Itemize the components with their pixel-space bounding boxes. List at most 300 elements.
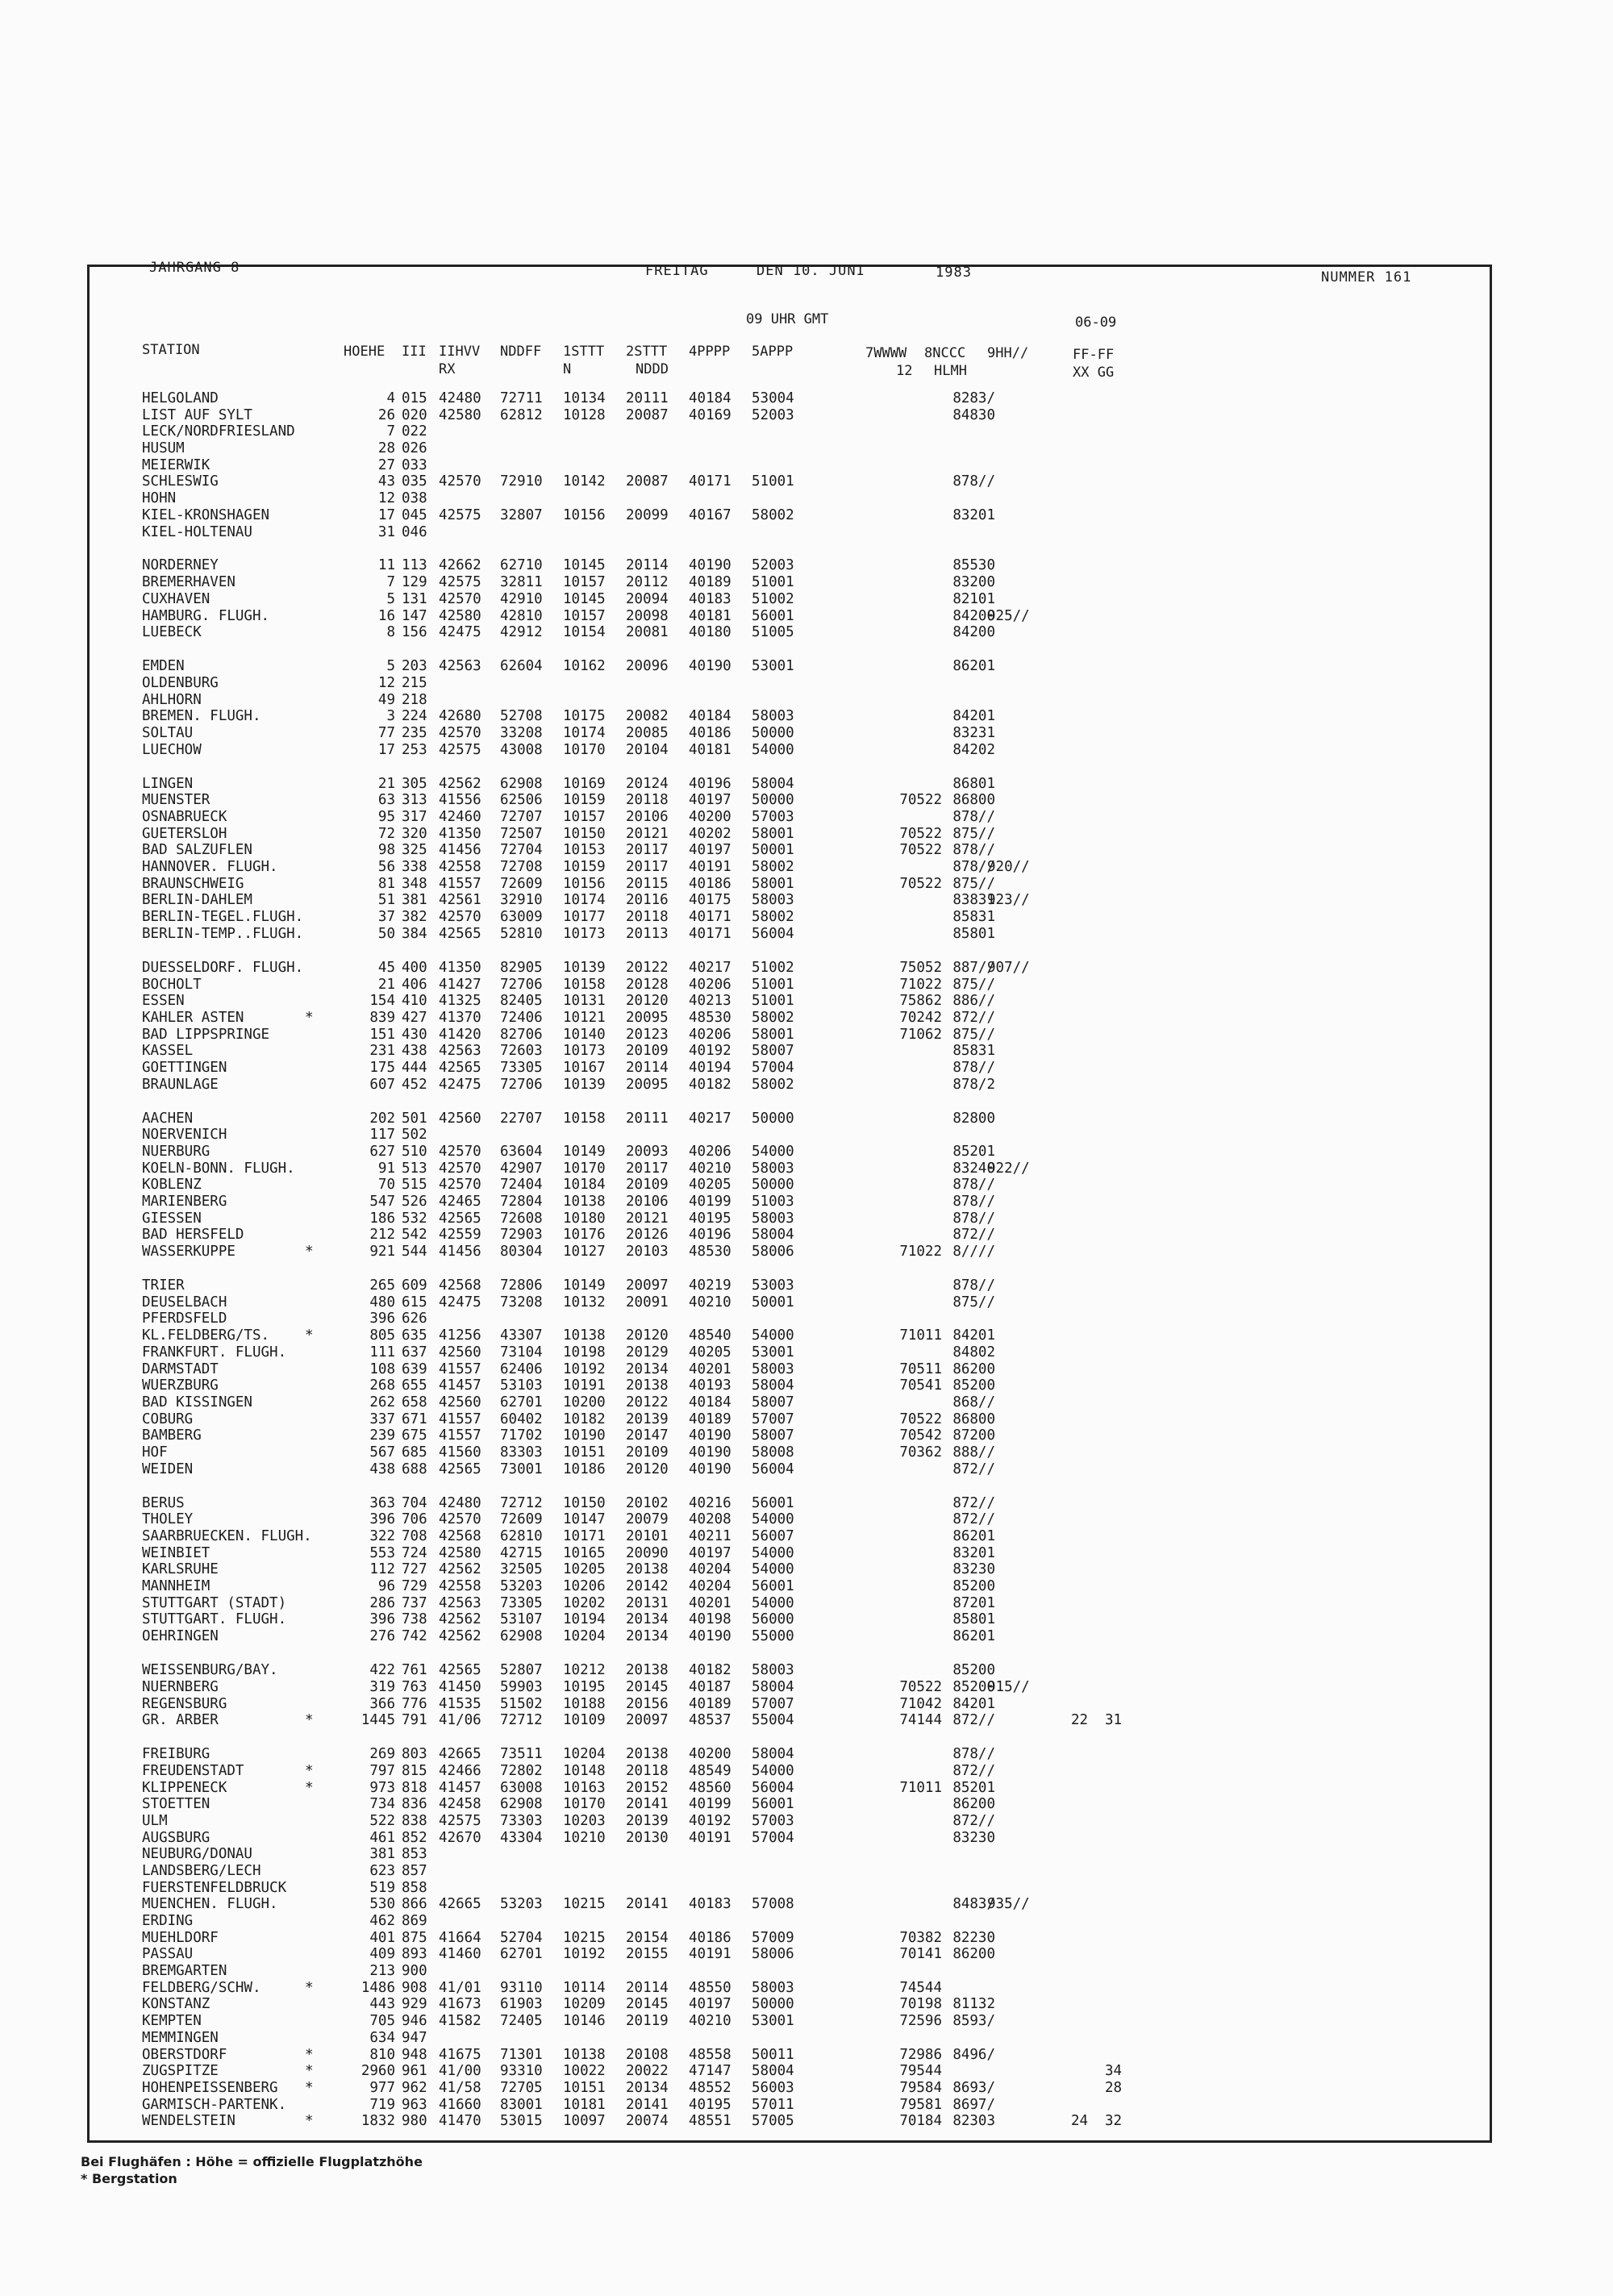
nccc8-value: 886// [952,993,995,1010]
station-heading: STATION [142,342,200,358]
station-row [87,1344,1492,1361]
station-name: LIST AUF SYLT [142,406,252,423]
sttt2-value: 20108 [626,2046,669,2063]
sttt1-value: 10169 [563,775,606,792]
station-height: 921 [369,1244,395,1261]
iihvv-value: 42570 [439,909,481,926]
pppp4-value: 40197 [689,792,731,809]
station-row [87,1194,1492,1211]
pppp4-value: 40182 [689,1662,731,1679]
station-row [87,776,1492,793]
hh9-value: 925// [987,607,1030,624]
station-row [87,1161,1492,1177]
sttt1-value: 10134 [563,390,606,406]
appp5-value: 50001 [752,1294,794,1311]
sttt1-value: 10186 [563,1461,606,1477]
station-height: 175 [369,1059,395,1076]
nccc8-value: 85200 [952,1678,995,1695]
sttt1-value: 10097 [563,2113,606,2130]
sttt2-value: 20074 [626,2113,669,2130]
nddff-value: 71301 [500,2046,543,2063]
iihvv-value: 41456 [439,1244,481,1261]
station-index: 803 [402,1746,427,1763]
station-row [87,1980,1492,1997]
station-index: 501 [402,1110,427,1127]
station-row [87,1244,1492,1261]
station-row [87,1327,1492,1344]
pppp4-value: 40183 [689,1896,731,1913]
station-row [87,608,1492,625]
iihvv-value: 42560 [439,1110,481,1127]
station-row [87,792,1492,809]
wwww7-value: 71042 [899,1695,942,1712]
appp5-value: 56004 [752,1779,794,1796]
sttt2-value: 20114 [626,1059,669,1076]
sttt1-value: 10128 [563,406,606,423]
nddff-value: 42912 [500,624,543,641]
nccc8-value: 872// [952,1762,995,1779]
station-height: 839 [369,1009,395,1026]
sttt2-value: 20115 [626,875,669,892]
nddff-value: 43008 [500,741,543,758]
wwww7-value: 70522 [899,1411,942,1427]
hlmh-heading: HLMH [934,363,967,379]
station-row [87,473,1492,490]
station-row [87,1427,1492,1444]
station-row [87,1144,1492,1161]
nccc8-value: 8693/ [952,2079,995,2096]
sttt1-value: 10138 [563,1194,606,1211]
station-row [87,1913,1492,1930]
sttt1-value: 10212 [563,1662,606,1679]
station-index: 022 [402,423,427,440]
iihvv-value: 41557 [439,1361,481,1377]
sttt1-value: 10174 [563,724,606,741]
station-index: 348 [402,875,427,892]
appp5-value: 54000 [752,1143,794,1160]
wwww7-value: 70522 [899,792,942,809]
wwww7-value: 71022 [899,1244,942,1261]
station-row [87,1746,1492,1763]
iihvv-value: 41456 [439,842,481,859]
iihvv-value: 42560 [439,1394,481,1411]
station-index: 313 [402,792,427,809]
mountain-marker: * [305,1009,314,1026]
appp5-value: 56001 [752,607,794,624]
nddff-value: 32505 [500,1561,543,1578]
sttt2-value: 20103 [626,1244,669,1261]
xxgg-heading: XX GG [1073,365,1115,381]
appp5-value: 51005 [752,624,794,641]
appp5-value: 51003 [752,1194,794,1211]
pppp4-value: 48549 [689,1762,731,1779]
nddff-value: 72608 [500,1210,543,1227]
nddff-value: 80304 [500,1244,543,1261]
station-height: 401 [369,1929,395,1946]
sttt1-value: 10142 [563,473,606,490]
sttt1-value: 10205 [563,1561,606,1578]
pppp4-value: 40190 [689,1444,731,1461]
appp5-value: 58003 [752,1210,794,1227]
sttt1-value: 10191 [563,1377,606,1394]
station-name: GIESSEN [142,1210,202,1227]
weekday: FREITAG [645,263,709,279]
station-index: 400 [402,959,427,976]
nccc8-value: 87201 [952,1594,995,1611]
gg-value: 31 [1105,1712,1123,1729]
sttt1-value: 10162 [563,658,606,675]
sttt2-value: 20134 [626,1361,669,1377]
airport-height-note: Bei Flughäfen : Höhe = offizielle Flugplatzhöhe [81,2154,423,2169]
appp5-value: 54000 [752,741,794,758]
station-height: 49 [377,691,395,708]
iihvv-value: 41660 [439,2096,481,2113]
station-index: 410 [402,993,427,1010]
station-name: GOETTINGEN [142,1059,227,1076]
period-heading: 06-09 [1075,315,1117,331]
iihvv-value: 42575 [439,741,481,758]
station-index: 020 [402,406,427,423]
station-group [87,960,1492,1094]
nddff-value: 72609 [500,1511,543,1528]
sttt1-value: 10121 [563,1009,606,1026]
nccc8-value: 82303 [952,2113,995,2130]
sttt2-value: 20094 [626,590,669,607]
hh9-value: 923// [987,892,1030,909]
station-row [87,507,1492,524]
sttt1-value: 10139 [563,1076,606,1093]
station-height: 111 [369,1344,395,1361]
nccc8-value: 82101 [952,590,995,607]
wwww7-value: 70542 [899,1427,942,1444]
station-height: 37 [377,909,395,926]
station-height: 21 [377,976,395,993]
wwww7-value: 70242 [899,1009,942,1026]
wwww7-value: 70522 [899,1678,942,1695]
appp5-value: 58001 [752,825,794,842]
nddff-value: 83001 [500,2096,543,2113]
appp5-value: 54000 [752,1762,794,1779]
sttt1-value: 10159 [563,792,606,809]
station-name: BAD LIPPSPRINGE [142,1026,270,1043]
station-group [87,1746,1492,2130]
station-name: STUTTGART (STADT) [142,1594,287,1611]
sttt2-value: 20123 [626,1026,669,1043]
station-index: 980 [402,2113,427,2130]
sttt1-value: 10150 [563,825,606,842]
sttt2-value: 20120 [626,1327,669,1344]
nccc8-value: 84200 [952,624,995,641]
nccc8-value: 83831 [952,892,995,909]
nccc8-value: 86800 [952,792,995,809]
sttt2-value: 20117 [626,859,669,876]
sttt2-value: 20119 [626,2013,669,2030]
nccc8-value: 85201 [952,1143,995,1160]
pppp4-value: 40202 [689,825,731,842]
nccc8-value: 8483/ [952,1896,995,1913]
nccc8-value: 86801 [952,775,995,792]
nccc8-value: 83231 [952,724,995,741]
station-height: 4 [386,390,395,406]
pppp4-value: 40169 [689,406,731,423]
sttt2-value: 20154 [626,1929,669,1946]
sttt2-value: 20134 [626,1628,669,1645]
pppp4-value: 40197 [689,1544,731,1561]
sttt1-value: 10200 [563,1394,606,1411]
station-name: PFERDSFELD [142,1311,227,1327]
station-height: 438 [369,1461,395,1477]
nccc8-value: 872// [952,1511,995,1528]
pppp4-value: 48530 [689,1244,731,1261]
iihvv-value: 42480 [439,390,481,406]
station-index: 815 [402,1762,427,1779]
station-name: SAARBRUECKEN. FLUGH. [142,1528,312,1545]
station-row [87,407,1492,424]
pppp4-value: 40195 [689,1210,731,1227]
station-row [87,1595,1492,1612]
pppp4-value: 48551 [689,2113,731,2130]
appp5-value: 53001 [752,1344,794,1361]
pppp4-value: 40205 [689,1177,731,1194]
station-index: 908 [402,1979,427,1996]
wwww7-value: 79544 [899,2063,942,2080]
station-name: NORDERNEY [142,557,219,574]
station-index: 791 [402,1712,427,1729]
station-height: 1486 [361,1979,395,1996]
nddff-value: 32807 [500,506,543,523]
station-height: 43 [377,473,395,490]
station-height: 268 [369,1377,395,1394]
station-index: 156 [402,624,427,641]
hh9-value: 907// [987,959,1030,976]
wwww7-value: 70362 [899,1444,942,1461]
station-group [87,658,1492,758]
nccc8-value: 85201 [952,1779,995,1796]
station-row [87,1027,1492,1044]
nddff-value: 42715 [500,1544,543,1561]
appp5-value: 57007 [752,1695,794,1712]
station-name: NOERVENICH [142,1127,227,1144]
appp5-value: 57011 [752,2096,794,2113]
iihvv-value: 41560 [439,1444,481,1461]
station-height: 1832 [361,2113,395,2130]
station-name: WEINBIET [142,1544,210,1561]
pppp4-value: 40196 [689,775,731,792]
nccc8-value: 872// [952,1461,995,1477]
appp5-value: 56001 [752,1796,794,1813]
station-height: 396 [369,1611,395,1628]
station-row [87,859,1492,876]
sttt2-value: 20113 [626,925,669,942]
sttt2-value: 20112 [626,574,669,591]
sttt1-value: 10180 [563,1210,606,1227]
station-height: 977 [369,2079,395,2096]
sttt1-value: 10131 [563,993,606,1010]
station-row [87,574,1492,591]
nddff-value: 62908 [500,1796,543,1813]
nddff-value: 62812 [500,406,543,423]
station-index: 406 [402,976,427,993]
station-index: 544 [402,1244,427,1261]
station-row [87,1177,1492,1194]
pppp4-value: 40190 [689,1427,731,1444]
sttt1-value: 10177 [563,909,606,926]
nddff-value: 52807 [500,1662,543,1679]
station-row [87,1043,1492,1060]
appp5-value: 58006 [752,1244,794,1261]
station-row [87,1813,1492,1830]
sttt2-value: 20126 [626,1227,669,1244]
iihvv-value: 41673 [439,1996,481,2013]
station-row [87,1846,1492,1863]
sttt2-value: 20141 [626,2096,669,2113]
station-index: 708 [402,1528,427,1545]
nccc8-value: 8593/ [952,2013,995,2030]
station-row [87,1211,1492,1227]
rx-heading: RX [439,361,456,377]
footer-notes [81,2153,423,2187]
station-name: HAMBURG. FLUGH. [142,607,270,624]
appp5-value: 50000 [752,724,794,741]
station-index: 704 [402,1494,427,1511]
station-row [87,876,1492,893]
nddff-value: 63604 [500,1143,543,1160]
station-index: 325 [402,842,427,859]
station-group [87,557,1492,640]
iihvv-value: 41557 [439,875,481,892]
station-name: WENDELSTEIN [142,2113,235,2130]
issue-number: NUMMER 161 [1321,269,1412,285]
appp5-value: 58001 [752,1026,794,1043]
sttt2-value: 20122 [626,1394,669,1411]
station-row [87,742,1492,759]
station-height: 45 [377,959,395,976]
station-row [87,1946,1492,1963]
station-height: 70 [377,1177,395,1194]
sttt2-value: 20114 [626,557,669,574]
appp5-value: 58003 [752,1662,794,1679]
station-name: GARMISCH-PARTENK. [142,2096,287,2113]
nddff-value: 72910 [500,473,543,490]
sttt2-value: 20097 [626,1712,669,1729]
station-index: 384 [402,925,427,942]
nddff-value: 72704 [500,842,543,859]
sttt1-value: 10158 [563,976,606,993]
sttt2-value: 20147 [626,1427,669,1444]
station-row [87,1880,1492,1897]
iihvv-value: 42460 [439,809,481,826]
station-index: 893 [402,1946,427,1963]
appp5-heading: 5APPP [752,344,794,360]
station-height: 56 [377,859,395,876]
station-name: LECK/NORDFRIESLAND [142,423,295,440]
station-name: GUETERSLOH [142,825,227,842]
station-row [87,490,1492,507]
appp5-value: 50000 [752,1996,794,2013]
sttt1-value: 10176 [563,1227,606,1244]
station-height: 21 [377,775,395,792]
appp5-value: 50011 [752,2046,794,2063]
nddff-value: 72609 [500,875,543,892]
station-group [87,1662,1492,1729]
station-name: FELDBERG/SCHW. [142,1979,261,1996]
sttt1-value: 10151 [563,2079,606,2096]
nddff-value: 43304 [500,1829,543,1846]
station-name: ZUGSPITZE [142,2063,219,2080]
station-index: 869 [402,1913,427,1930]
appp5-value: 58004 [752,1377,794,1394]
sttt2-value: 20122 [626,959,669,976]
station-row [87,1394,1492,1411]
sttt1-value: 10159 [563,859,606,876]
pppp4-value: 48537 [689,1712,731,1729]
station-height: 186 [369,1210,395,1227]
station-index: 671 [402,1411,427,1427]
iihvv-value: 42565 [439,1461,481,1477]
station-name: NUERBURG [142,1143,210,1160]
sttt2-value: 20095 [626,1076,669,1093]
station-name: OEHRINGEN [142,1628,219,1645]
station-index: 639 [402,1361,427,1377]
iihvv-value: 42475 [439,1076,481,1093]
wwww7-value: 70522 [899,825,942,842]
station-row [87,1411,1492,1428]
mountain-marker: * [305,2046,314,2063]
station-index: 609 [402,1277,427,1294]
date: DEN 10. JUNI [756,263,865,279]
iihvv-value: 42568 [439,1528,481,1545]
station-index: 688 [402,1461,427,1477]
station-name: TRIER [142,1277,185,1294]
appp5-value: 56007 [752,1528,794,1545]
iihvv-value: 41427 [439,976,481,993]
sttt2-value: 20093 [626,1143,669,1160]
nccc8-value: 878// [952,1746,995,1763]
pppp4-value: 40193 [689,1377,731,1394]
station-row [87,809,1492,826]
sttt1-value: 10157 [563,574,606,591]
sttt2-value: 20141 [626,1796,669,1813]
appp5-value: 54000 [752,1511,794,1528]
sttt1-value: 10175 [563,708,606,725]
mountain-marker: * [305,1979,314,1996]
station-name: ULM [142,1812,168,1829]
appp5-value: 58003 [752,1979,794,1996]
pppp4-value: 40186 [689,1929,731,1946]
pppp4-value: 40216 [689,1494,731,1511]
appp5-value: 51001 [752,976,794,993]
pppp4-value: 40192 [689,1043,731,1060]
station-name: BERLIN-DAHLEM [142,892,252,909]
pppp4-value: 40219 [689,1277,731,1294]
station-name: KAHLER ASTEN [142,1009,244,1026]
station-height: 262 [369,1394,395,1411]
nddff-value: 72712 [500,1494,543,1511]
nccc8-value: 878// [952,473,995,490]
station-height: 151 [369,1026,395,1043]
appp5-value: 56003 [752,2079,794,2096]
nddff-value: 93310 [500,2063,543,2080]
iihvv-value: 42563 [439,658,481,675]
iihvv-value: 42570 [439,1160,481,1177]
sttt1-value: 10173 [563,925,606,942]
appp5-value: 57005 [752,2113,794,2130]
station-row [87,557,1492,574]
station-height: 26 [377,406,395,423]
mountain-marker: * [305,2063,314,2080]
pppp4-value: 40204 [689,1578,731,1595]
sttt2-value: 20081 [626,624,669,641]
